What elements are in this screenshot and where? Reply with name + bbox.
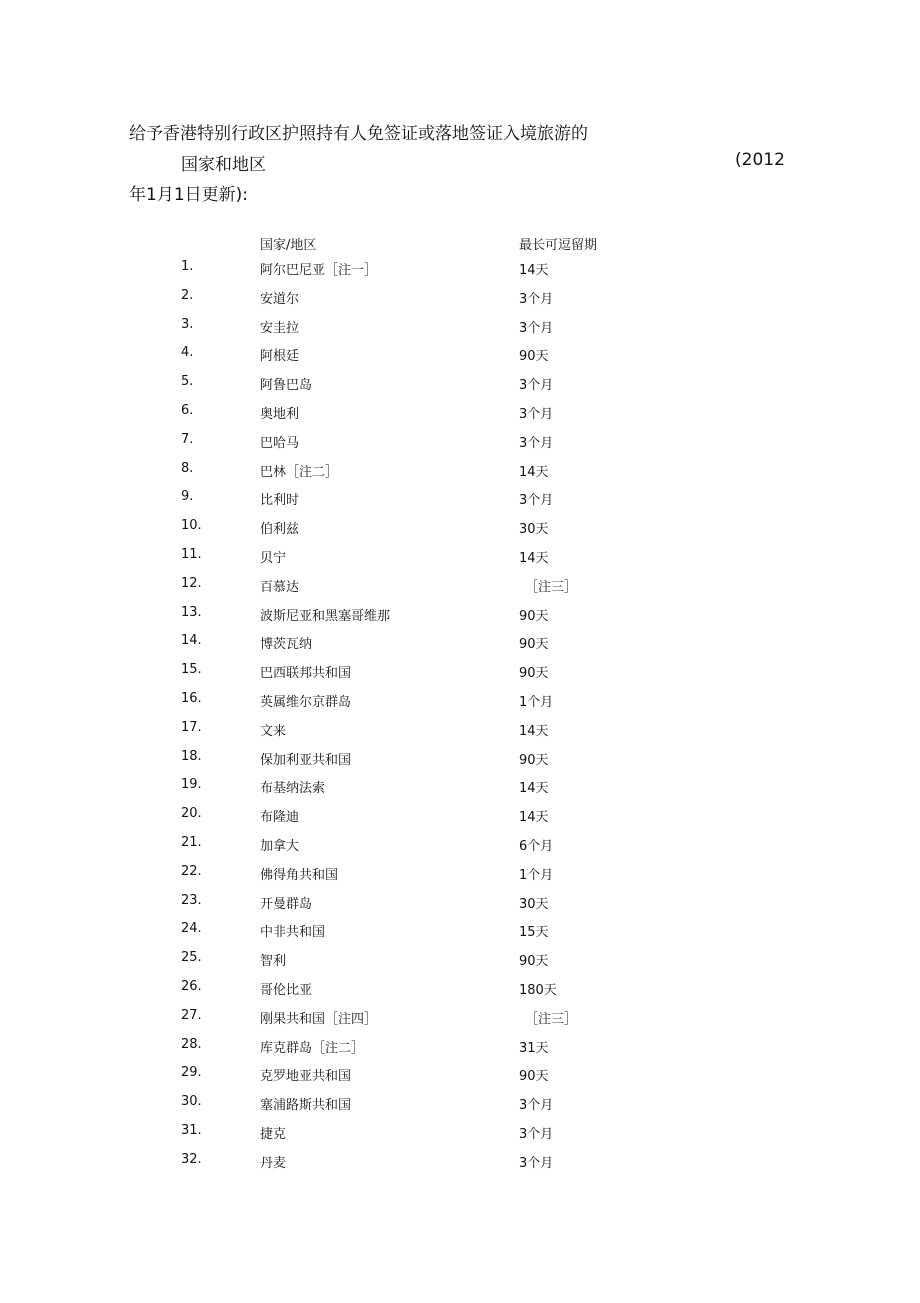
table-row [0,489,920,518]
table-row [0,1037,920,1066]
table-row [0,893,920,922]
row-stay: 6个月 [519,838,554,854]
row-country: 英属维尔京群岛 [260,694,352,710]
table-row [0,1152,920,1181]
table-row [0,518,920,547]
row-number: 1. [181,259,194,274]
row-number: 18. [181,748,202,764]
row-number: 19. [181,777,202,793]
row-stay: 90天 [519,666,549,682]
row-number: 4. [181,345,194,361]
row-number: 22. [181,863,202,879]
row-stay: 180天 [519,982,557,998]
table-row [0,662,920,691]
table-row [0,1008,920,1037]
row-country: 文来 [260,723,287,739]
table-row [0,1123,920,1152]
table-row [0,864,920,893]
row-stay: 30天 [519,522,549,538]
table-row [0,345,920,374]
row-number: 28. [181,1036,202,1052]
row-country: 捷克 [260,1126,287,1142]
row-stay: 90天 [519,752,549,768]
row-country: 库克群岛［注二］ [260,1040,365,1056]
row-country: 中非共和国 [260,925,326,941]
row-number: 14. [181,633,202,649]
row-country: 贝宁 [260,550,287,566]
row-country: 丹麦 [260,1155,287,1171]
table-row [0,950,920,979]
table-row [0,374,920,403]
row-stay: 90天 [519,608,549,624]
table-row [0,432,920,461]
row-number: 20. [181,806,202,822]
row-country: 巴西联邦共和国 [260,666,352,682]
row-stay: 14天 [519,550,549,566]
row-country: 塞浦路斯共和国 [260,1098,352,1114]
row-number: 2. [181,287,194,303]
table-row [0,749,920,778]
row-country: 波斯尼亚和黑塞哥维那 [260,608,391,624]
row-number: 23. [181,892,202,908]
row-stay: 14天 [519,464,549,480]
row-stay: 90天 [519,954,549,970]
row-number: 24. [181,921,202,937]
table-row [0,605,920,634]
row-stay: ［注三］ [525,579,578,595]
row-country: 安圭拉 [260,320,300,336]
row-country: 布隆迪 [260,810,300,826]
row-number: 11. [181,546,202,562]
row-country: 布基纳法索 [260,781,326,797]
table-row [0,633,920,662]
row-stay: 3个月 [519,1098,554,1114]
row-stay: 3个月 [519,435,554,451]
row-number: 16. [181,690,202,706]
row-number: 15. [181,662,202,678]
row-stay: 15天 [519,925,549,941]
row-number: 31. [181,1122,202,1138]
table-row [0,403,920,432]
row-number: 3. [181,316,194,332]
row-number: 8. [181,460,194,476]
row-stay: 14天 [519,723,549,739]
row-country: 奥地利 [260,406,300,422]
document-title-year: (2012 [735,150,785,170]
row-country: 巴林［注二］ [260,464,339,480]
column-header-country: 国家/地区 [260,238,317,253]
row-country: 安道尔 [260,291,300,307]
row-number: 27. [181,1007,202,1023]
table-row [0,835,920,864]
document-title-line-2: 国家和地区 [181,155,266,175]
row-country: 阿鲁巴岛 [260,378,313,394]
row-stay: 31天 [519,1040,549,1056]
table-row [0,921,920,950]
row-stay: 3个月 [519,1126,554,1142]
table-row [0,691,920,720]
row-country: 巴哈马 [260,435,300,451]
row-stay: 90天 [519,349,549,365]
table-row [0,288,920,317]
row-number: 5. [181,374,194,390]
table-row [0,547,920,576]
row-stay: 3个月 [519,1155,554,1171]
row-number: 32. [181,1151,202,1167]
document-title-line-3: 年1月1日更新): [129,185,248,205]
country-table [0,259,920,1181]
row-stay: 3个月 [519,406,554,422]
row-stay: 90天 [519,637,549,653]
row-stay: 90天 [519,1069,549,1085]
table-row [0,317,920,346]
row-country: 开曼群岛 [260,896,313,912]
row-number: 30. [181,1094,202,1110]
row-country: 克罗地亚共和国 [260,1069,352,1085]
row-stay: 30天 [519,896,549,912]
row-stay: 3个月 [519,493,554,509]
row-country: 哥伦比亚 [260,982,313,998]
row-country: 阿根廷 [260,349,300,365]
row-country: 保加利亚共和国 [260,752,352,768]
column-header-stay: 最长可逗留期 [519,238,598,253]
table-row [0,720,920,749]
row-stay: 1个月 [519,867,554,883]
row-country: 伯利兹 [260,522,300,538]
row-stay: 14天 [519,781,549,797]
row-number: 12. [181,575,202,591]
row-stay: 14天 [519,263,549,278]
row-country: 博茨瓦纳 [260,637,313,653]
table-row [0,1065,920,1094]
row-number: 9. [181,489,194,505]
row-stay: 3个月 [519,320,554,336]
table-row [0,1094,920,1123]
row-country: 阿尔巴尼亚［注一］ [260,263,378,278]
row-country: 加拿大 [260,838,300,854]
row-country: 百慕达 [260,579,300,595]
row-stay: 3个月 [519,378,554,394]
row-number: 10. [181,518,202,534]
row-number: 21. [181,834,202,850]
document-title-line-1: 给予香港特别行政区护照持有人免签证或落地签证入境旅游的 [129,124,588,144]
row-number: 25. [181,950,202,966]
table-row [0,461,920,490]
table-row [0,576,920,605]
table-row [0,979,920,1008]
table-row [0,777,920,806]
row-stay: ［注三］ [525,1011,578,1027]
table-row [0,806,920,835]
row-number: 17. [181,719,202,735]
row-country: 刚果共和国［注四］ [260,1011,378,1027]
row-stay: 14天 [519,810,549,826]
row-number: 6. [181,402,194,418]
row-country: 佛得角共和国 [260,867,339,883]
row-country: 比利时 [260,493,300,509]
row-stay: 3个月 [519,291,554,307]
row-stay: 1个月 [519,694,554,710]
row-number: 26. [181,978,202,994]
table-row [0,259,920,288]
row-country: 智利 [260,954,287,970]
row-number: 7. [181,431,194,447]
row-number: 29. [181,1065,202,1081]
row-number: 13. [181,604,202,620]
